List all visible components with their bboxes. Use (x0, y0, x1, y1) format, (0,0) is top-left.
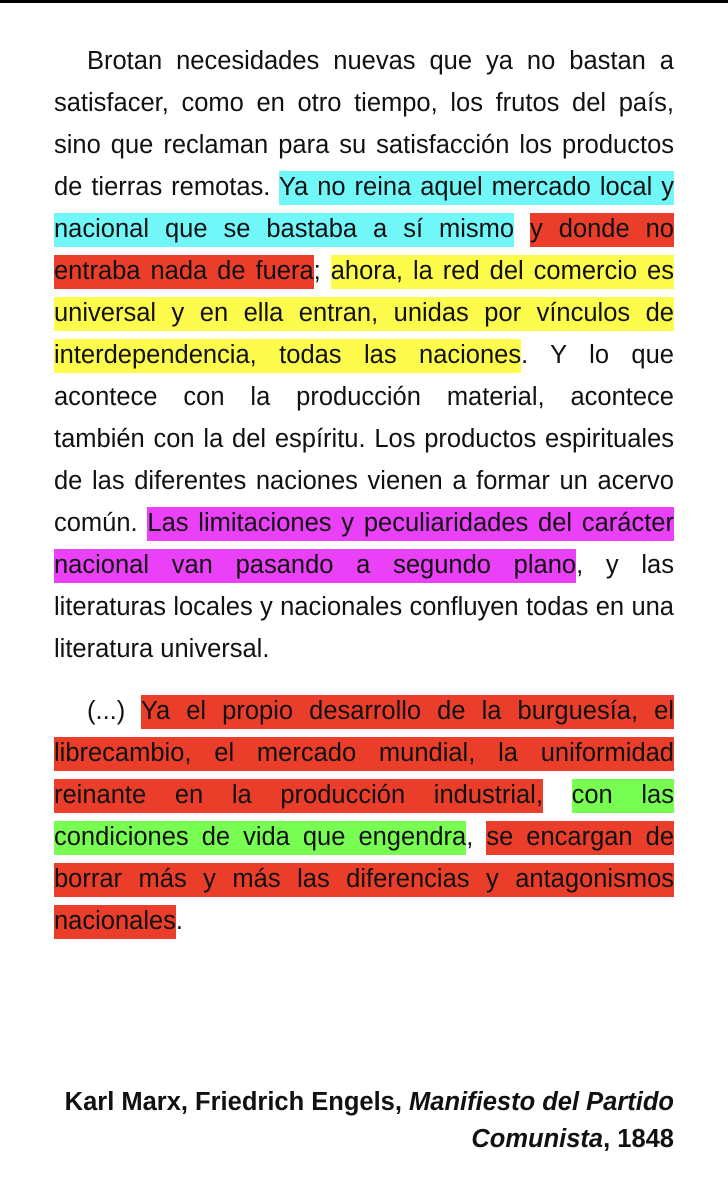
text-segment: , (466, 823, 487, 851)
highlight-red: y donde no entraba nada de fuera (54, 213, 674, 289)
highlight-green: con las condiciones de vida que engendra (54, 779, 674, 855)
text-segment: (...) (87, 697, 141, 725)
highlight-red: se encargan de borrar más y más las diferencias y antagonismos nacionales (54, 821, 674, 939)
paragraph-2 (54, 690, 674, 942)
citation-title: Manifiesto del Partido Comunista (409, 1088, 674, 1153)
text-segment (543, 781, 572, 809)
citation-authors: Karl Marx, Friedrich Engels, (64, 1088, 410, 1116)
highlight-cyan: Ya no reina aquel mercado local y nacional que se bastaba a sí mismo (54, 171, 674, 247)
text-segment: . (175, 907, 184, 935)
text-body (54, 40, 674, 942)
text-segment (514, 215, 530, 243)
highlight-magenta: Las limitaciones y peculiaridades del carácter nacional van pasando a segundo plano (54, 507, 674, 583)
highlight-yellow: ahora, la red del comercio es universal y en ella entran, unidas por vínculos de interdependencia, todas las naciones (54, 255, 674, 373)
text-segment: . Y lo que acontece con la producción material, acontece también con la del espíritu. Los productos espirituales de las diferentes naciones vienen a formar un acervo común. (54, 341, 674, 537)
top-divider (0, 0, 728, 3)
text-segment: ; (313, 257, 331, 285)
text-segment: , y las literaturas locales y nacionales confluyen todas en una literatura universal. (54, 551, 674, 663)
citation (54, 1084, 674, 1158)
highlight-red: Ya el propio desarrollo de la burguesía, el librecambio, el mercado mundial, la uniformidad reinante en la producción industrial, (54, 695, 674, 813)
paragraph-1 (54, 40, 674, 670)
text-segment: Brotan necesidades nuevas que ya no bastan a satisfacer, como en otro tiempo, los frutos del país, sino que reclaman para su satisfacción los productos de tierras remotas. (54, 47, 674, 201)
citation-year: , 1848 (603, 1125, 674, 1153)
